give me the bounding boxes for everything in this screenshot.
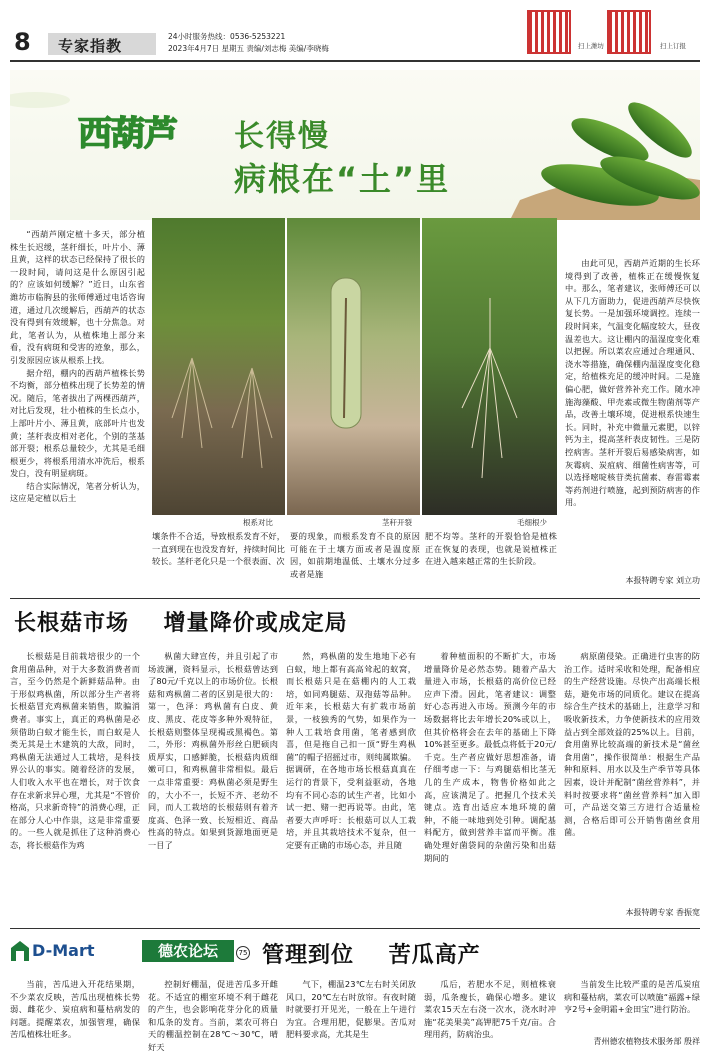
fine-roots-image (422, 218, 557, 515)
article1-signature: 本报特聘专家 刘立功 (625, 576, 700, 585)
article3-signature: 青州德农植物技术服务部 殷祥 (593, 1037, 700, 1046)
article3-col5 (564, 978, 700, 1036)
dmart-logo (10, 938, 140, 964)
article2-col1 (10, 650, 140, 920)
headline-part3: 病根在“土”里 (234, 160, 451, 198)
hotline: 24小时服务热线：0536-5253221 (168, 32, 286, 41)
article3-col3 (286, 978, 416, 1060)
caption-fine-roots: 毛细根少 (517, 518, 547, 527)
header-rule (10, 60, 700, 62)
article2-col3-para: 然，鸡枞菌的发生地地下必有白蚁，地上都有高高耸起的蚁窝，而长根菇只是在菇棚内的人工栽培，如同鸡腿菇、双孢菇等品种。近年来，长根菇大有扩栽市场前景，一枝独秀的气势，如果作为一种人工栽培食用菌，笔者感到欣喜，但是拖自己扣一顶“野生鸡枞菌”的帽子招摇过市，则纯属欺骗。据调研，在各地市场长根菇真真在运行的背景下，受利益驱动，各地均有不同心态的试生产者，比如小试一把、赌一把再说等。由此，笔者要大声呼吁：长根菇可以人工栽培，并且其栽培技术不复杂，但一定要有正确的市场心态，并且随 (286, 651, 416, 850)
article1-col1 (10, 228, 145, 586)
article1-col3: 要的现象，而根系发育不良的原因可能在于土壤方面或者是温度原因，如前期地温低、土壤水分过多或者是施 (290, 531, 420, 579)
article1-col5 (565, 257, 700, 572)
article3-title: 管理到位 苦瓜高产 (262, 943, 481, 968)
article3-col4-para: 瓜后，若肥水不足，则植株衰弱，瓜条瘦长，确保心增多。建议菜农15天左右浇一次水，浇水时冲施“花美果美”高钾肥75千克/亩。合理用药，防病治虫。 (424, 979, 556, 1040)
article3-col3-para: 气下，棚温23℃左右时关闭放风口，20℃左右时放帘。有夜时随时就要打开见光，一般在上午进行为宜。合理用肥，促膨果。苦瓜对肥料要求高，尤其是生 (286, 979, 416, 1040)
article2-signature: 本报特聘专家 香振宽 (625, 908, 700, 917)
forum-label: 德农论坛 (142, 940, 234, 962)
article1-col1-para: 据介绍，棚内的西葫芦植株长势不均衡，部分植株出现了长势差的情况。随后，笔者拔出了两棵西葫芦，对比后发现，壮小植株的生长点小，上部叶片小、薄且黄，底部叶片也发黄；茎秆表皮相对老化，个别的茎基部开裂；根系总量较少，尤其是毛细根更少，将根系用清水冲洗后，根系发白，没有明显病斑。 (10, 367, 145, 479)
caption-stem-crack: 茎秆开裂 (382, 518, 412, 527)
photo-stem-crack (287, 218, 420, 515)
roots-image (152, 218, 285, 515)
article1-col1-para: “西葫芦刚定植十多天，部分植株生长迟缓，茎秆细长，叶片小、薄且黄，这样的状态已经保持了很长的一段时间，请问这是什么原因引起的？应该如何缓解？”近日，山东省潍坊市临朐县的张师傅通过电话咨询道，通过几次缓解后，西葫芦的状态没有得到有效缓解，也十分焦急。对此，笔者认为，从植株地上部分来看，没有病斑和受害的迹象，那么，引发原因应该从根系上找。 (10, 229, 145, 365)
qr-right-caption: 扫上订报 (660, 42, 686, 50)
caption-root-comparison: 根系对比 (243, 518, 273, 527)
article3-col5-para: 当前发生比较严重的是苦瓜炭疽病和蔓枯病，菜农可以喷施“福露+绿亨2号+金明霜+金田宝”进行防治。 (564, 979, 700, 1015)
section-title: 专家指教 (48, 33, 156, 55)
article2-col1-para: 长根菇是目前栽培很少的一个食用菌品种，对于大多数消费者而言，至今仍然是个新鲜菇品种。由于形似鸡枞菌，所以部分生产者将长根菇冒充鸡枞菌来销售，欺骗消费者。事实上，真正的鸡枞菌是必须借助白蚁才能生长，而白蚁是人类无其是土木建筑的大敌，同时，鸡枞菌无法通过人工栽培，是科技界公认的事实。随着经济的发展，人们收入水平也在增长，对于饮食存在求新求异心理，尤其是“不管价格高，只求新奇特”的消费心理，正在部分人心中作祟，这是非常重要的。一些人就是抓住了这种消费心态，将长根菇作为鸡 (10, 651, 140, 850)
article3-col1 (10, 978, 140, 1060)
headline-part1: 西葫芦 (78, 114, 177, 154)
divider-2 (10, 928, 700, 929)
page-number: 8 (14, 28, 31, 56)
article2-col4-para: 着种植面积的不断扩大，市场增量降价是必然态势。随着产品大量进入市场，长根菇的高价位已经应声下滑。因此，笔者建议：调整好心态再进入市场。预测今年的市场数据将比去年增长20%或以上，但其价格将会在去年的基础上下降10%甚至更多。最低点将低于20元/千克。生产者应做好思想准备，请仔细考虑一下：与鸡腿菇相比茎无几的生产成本，物售价格如此之高，应该满足了。把握几个技术关键点。选育出适应本地环境的菌种，不能一味地到处引种。调配基料配方，做到营养丰富而平衡。准确处理好菌袋间的杂菌污染和出菇期间的 (424, 651, 556, 863)
dateline: 2023年4月7日 星期五 责编/刘志梅 美编/李晓梅 (168, 44, 329, 53)
dmart-logo-text: D-Mart (32, 941, 95, 960)
qr-left-caption: 扫上潍坊 (578, 42, 604, 50)
article2-title: 长根菇市场 增量降价或成定局 (14, 611, 348, 636)
article3-col1-para: 当前，苦瓜进入开花结果期，不少菜农反映，苦瓜出现植株长势弱、雌花少、炭疽病和蔓枯病发的问题。提醒菜农，加强管理，确保苦瓜植株壮旺多。 (10, 979, 140, 1040)
article1-col4: 肥不均等。茎秆的开裂恰恰是植株正在恢复的表现，也就是说植株正在进入越来越正常的生长阶段。 (425, 531, 557, 567)
photo-root-comparison (152, 218, 285, 515)
article2-col2-para: 枞菌大肆宣传，并且引起了市场波澜，资料显示，长根菇曾达到了80元/千克以上的市场价位。长根菇和鸡枞菌二者的区别是很大的：第一，色泽：鸡枞菌有白皮、黄皮、黑皮、花皮等多种外观特征，长根菇则整体呈现褐或黑褐色。第二，外形：鸡枞菌外形丝白肥硕肉质厚实，口感鲜脆，长根菇肉质细嫩可口，和鸡枞菌非常相似。最后一点非常重要：鸡枞菌必须是野生的，大小不一，长短不齐、老幼不同，而人工栽培的长根菇则有着齐度高、色泽一致、长短相近、商品性高的特点。如果到货源地面更是一目了 (148, 651, 278, 850)
stem-image (287, 218, 420, 515)
photo-few-fine-roots (422, 218, 557, 515)
article3-col2 (148, 978, 278, 1060)
headline-part2: 长得慢 (234, 119, 330, 154)
article2-col5 (564, 650, 700, 905)
article1-col2: 壤条件不合适，导致根系发育不好，一直到现在也没发育好，持续时间比较长。茎秆老化只是一个很表面、次 (152, 531, 285, 567)
article2-col4 (424, 650, 556, 920)
article3-col2-para: 控制好棚温，促进苦瓜多开雌花。不适宜的棚室环境不利于雌花的产生，也会影响花芽分化的质量和瓜条的发育。当前，菜农可将白天的棚温控制在28℃～30℃，晴好天 (148, 979, 278, 1052)
issue-number: 75 (236, 946, 250, 960)
article3-col4 (424, 978, 556, 1060)
article2-col3 (286, 650, 416, 920)
article1-col5-para: 由此可见，西葫芦近期的生长环境得到了改善，植株正在缓慢恢复中。那么，笔者建议，张师傅还可以从下几方面助力，促进西葫芦尽快恢复长势。一是加强环境调控。连续一段时间来，气温变化幅度较大，昼夜温差也大。这让棚内的温湿度变化难以把握。所以菜农应通过合理通风、浇水等措施，确保棚内温湿度变化稳定，给植株充足的缓冲时间。二是施偏心肥，做好营养补充工作。随水冲施海藻酸、甲壳素或微生物菌剂等产品，改善土壤环境，促进根系快速生长。同时，补充中微量元素肥，以锌钙为主，提高茎秆表皮韧性。三是防控病害。茎秆开裂后易感染病害，如灰霉病、炭疽病、细菌性病害等，可以选择嘧啶核苷类抗菌素、春雷霉素等药剂进行喷施，起到预防病害的作用。 (565, 258, 700, 508)
qr-code-left[interactable] (527, 10, 571, 54)
qr-code-right[interactable] (607, 10, 651, 54)
article2-col2 (148, 650, 278, 920)
divider-1 (10, 598, 700, 599)
article2-col5-para: 病原菌侵染。正确进行虫害的防治工作。适时采收和处理，配备相应的生产经营设施。尽快产出高端长根菇，避免市场的同质化。建议在提高综合生产技术的基础上，注意学习和吸收新技术，力争使新技术的应用效益占到全部效益的25%以上。目前，食用菌界比较高端的新技术是“菌丝食用菌”，操作很简单：根据生产品种和原料、用水以及生产季节等具体因素，设计并配制“菌丝营养料”，并料时按要求将“菌丝营养料”加入即可，产品送交第三方进行合适量检测，合格后即可公开销售菌丝食用菌。 (564, 651, 700, 838)
dmart-logo-icon (10, 940, 30, 962)
header-info (168, 31, 329, 55)
article1-col1-para: 结合实际情况，笔者分析认为，这应是定植以后土 (10, 480, 145, 504)
